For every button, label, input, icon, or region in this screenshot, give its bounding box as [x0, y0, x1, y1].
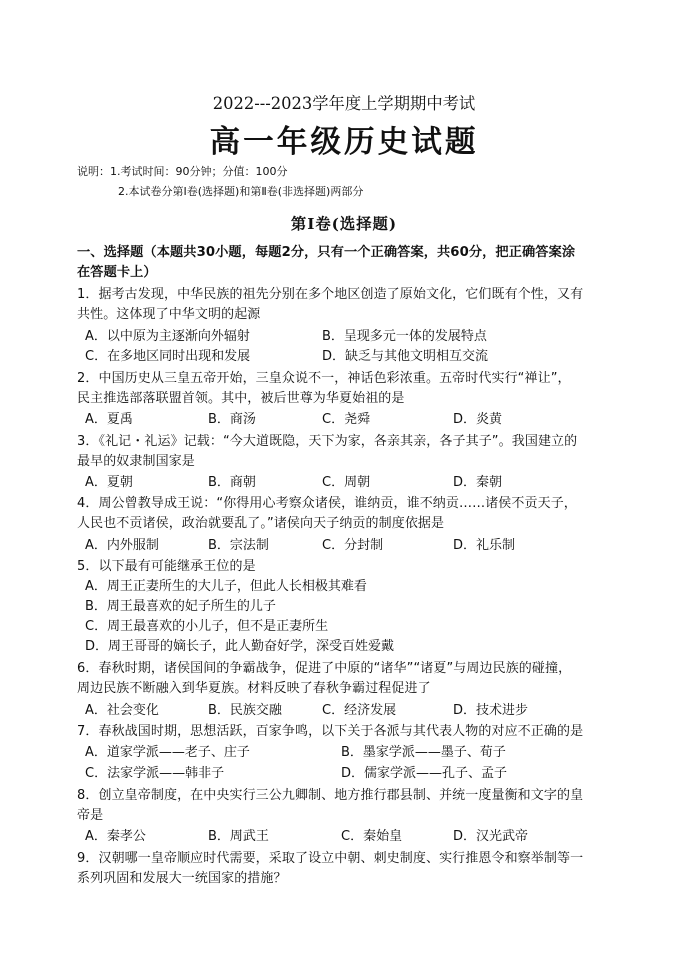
question-2-option-a: A．夏禹: [85, 412, 133, 427]
question-8-option-c: C．秦始皇: [341, 829, 403, 844]
question-3-option-b: B．商朝: [208, 475, 256, 490]
question-3-option-a: A．夏朝: [85, 475, 133, 490]
exam-note-2: 2.本试卷分第Ⅰ卷(选择题)和第Ⅱ卷(非选择题)两部分: [118, 185, 364, 198]
question-1-option-c: C．在多地区同时出现和发展: [85, 349, 251, 364]
question-1-option-d: D．缺乏与其他文明相互交流: [322, 349, 489, 364]
section-title: 第Ⅰ卷(选择题): [290, 215, 398, 233]
section-instruction-line1: 一、选择题（本题共30小题，每题2分，只有一个正确答案，共60分，把正确答案涂: [77, 245, 576, 260]
question-5-stem-line1: 5．以下最有可能继承王位的是: [77, 559, 256, 574]
question-4-option-c: C．分封制: [322, 538, 384, 553]
question-7-option-a: A．道家学派——老子、庄子: [85, 745, 250, 760]
question-5-option-a: A．周王正妻所生的大儿子，但此人长相极其难看: [85, 579, 367, 594]
question-7-option-c: C．法家学派——韩非子: [85, 766, 225, 781]
question-3-stem-line1: 3．《礼记・礼运》记载：“今大道既隐，天下为家，各亲其亲，各子其子”。我国建立的: [77, 434, 578, 449]
exam-note-1: 说明：1.考试时间：90分钟；分值：100分: [77, 165, 288, 178]
question-1-option-a: A．以中原为主逐渐向外辐射: [85, 329, 250, 344]
question-1-stem-line2: 共性。这体现了中华文明的起源: [77, 307, 261, 322]
question-4-option-b: B．宗法制: [208, 538, 269, 553]
question-4-option-a: A．内外服制: [85, 538, 159, 553]
question-4-stem-line1: 4．周公曾教导成王说：“你得用心考察众诸侯，谁纳贡，谁不纳贡……诸侯不贡天子，: [77, 496, 577, 511]
section-instruction-line2: 在答题卡上）: [77, 265, 157, 280]
question-7-stem-line1: 7．春秋战国时期，思想活跃，百家争鸣，以下关于各派与其代表人物的对应不正确的是: [77, 724, 584, 739]
question-1-stem-line1: 1．据考古发现，中华民族的祖先分别在多个地区创造了原始文化，它们既有个性，又有: [77, 287, 584, 302]
question-3-option-c: C．周朝: [322, 475, 371, 490]
question-7-option-d: D．儒家学派——孔子、孟子: [341, 766, 508, 781]
question-4-stem-line2: 人民也不贡诸侯，政治就要乱了。”诸侯向天子纳贡的制度依据是: [77, 516, 445, 531]
question-4-option-d: D．礼乐制: [453, 538, 516, 553]
question-2-stem-line1: 2．中国历史从三皇五帝开始，三皇众说不一，神话色彩浓重。五帝时代实行“禅让”，: [77, 371, 571, 386]
question-6-option-c: C．经济发展: [322, 703, 397, 718]
question-6-stem-line2: 周边民族不断融入到华夏族。材料反映了春秋争霸过程促进了: [77, 681, 431, 696]
page-title: 高一年级历史试题: [209, 124, 479, 160]
question-9-stem-line1: 9．汉朝哪一皇帝顺应时代需要，采取了设立中朝、刺史制度、实行推恩令和察举制等一: [77, 851, 584, 866]
question-1-option-b: B．呈现多元一体的发展特点: [322, 329, 487, 344]
question-8-option-a: A．秦孝公: [85, 829, 146, 844]
question-8-option-b: B．周武王: [208, 829, 269, 844]
question-5-option-b: B．周王最喜欢的妃子所生的儿子: [85, 599, 276, 614]
question-5-option-c: C．周王最喜欢的小儿子，但不是正妻所生: [85, 619, 329, 634]
question-6-option-b: B．民族交融: [208, 703, 282, 718]
question-2-stem-line2: 民主推选部落联盟首领。其中，被后世尊为华夏始祖的是: [77, 391, 405, 406]
question-3-stem-line2: 最早的奴隶制国家是: [77, 454, 195, 469]
question-5-option-d: D．周王哥哥的嫡长子，此人勤奋好学，深受百姓爱戴: [85, 639, 395, 654]
question-6-option-a: A．社会变化: [85, 703, 159, 718]
exam-title: 2022---2023学年度上学期期中考试: [212, 94, 476, 113]
question-6-stem-line1: 6．春秋时期，诸侯国间的争霸战争，促进了中原的“诸华”“诸夏”与周边民族的碰撞，: [77, 661, 572, 676]
question-3-option-d: D．秦朝: [453, 475, 503, 490]
question-2-option-b: B．商汤: [208, 412, 256, 427]
question-8-option-d: D．汉光武帝: [453, 829, 529, 844]
question-8-stem-line2: 帝是: [77, 808, 104, 823]
question-6-option-d: D．技术进步: [453, 703, 529, 718]
question-2-option-d: D．炎黄: [453, 412, 503, 427]
question-7-option-b: B．墨家学派——墨子、荀子: [341, 745, 506, 760]
question-8-stem-line1: 8．创立皇帝制度，在中央实行三公九卿制、地方推行郡县制、并统一度量衡和文字的皇: [77, 788, 584, 803]
question-9-stem-line2: 系列巩固和发展大一统国家的措施？: [77, 871, 287, 886]
question-2-option-c: C．尧舜: [322, 412, 371, 427]
